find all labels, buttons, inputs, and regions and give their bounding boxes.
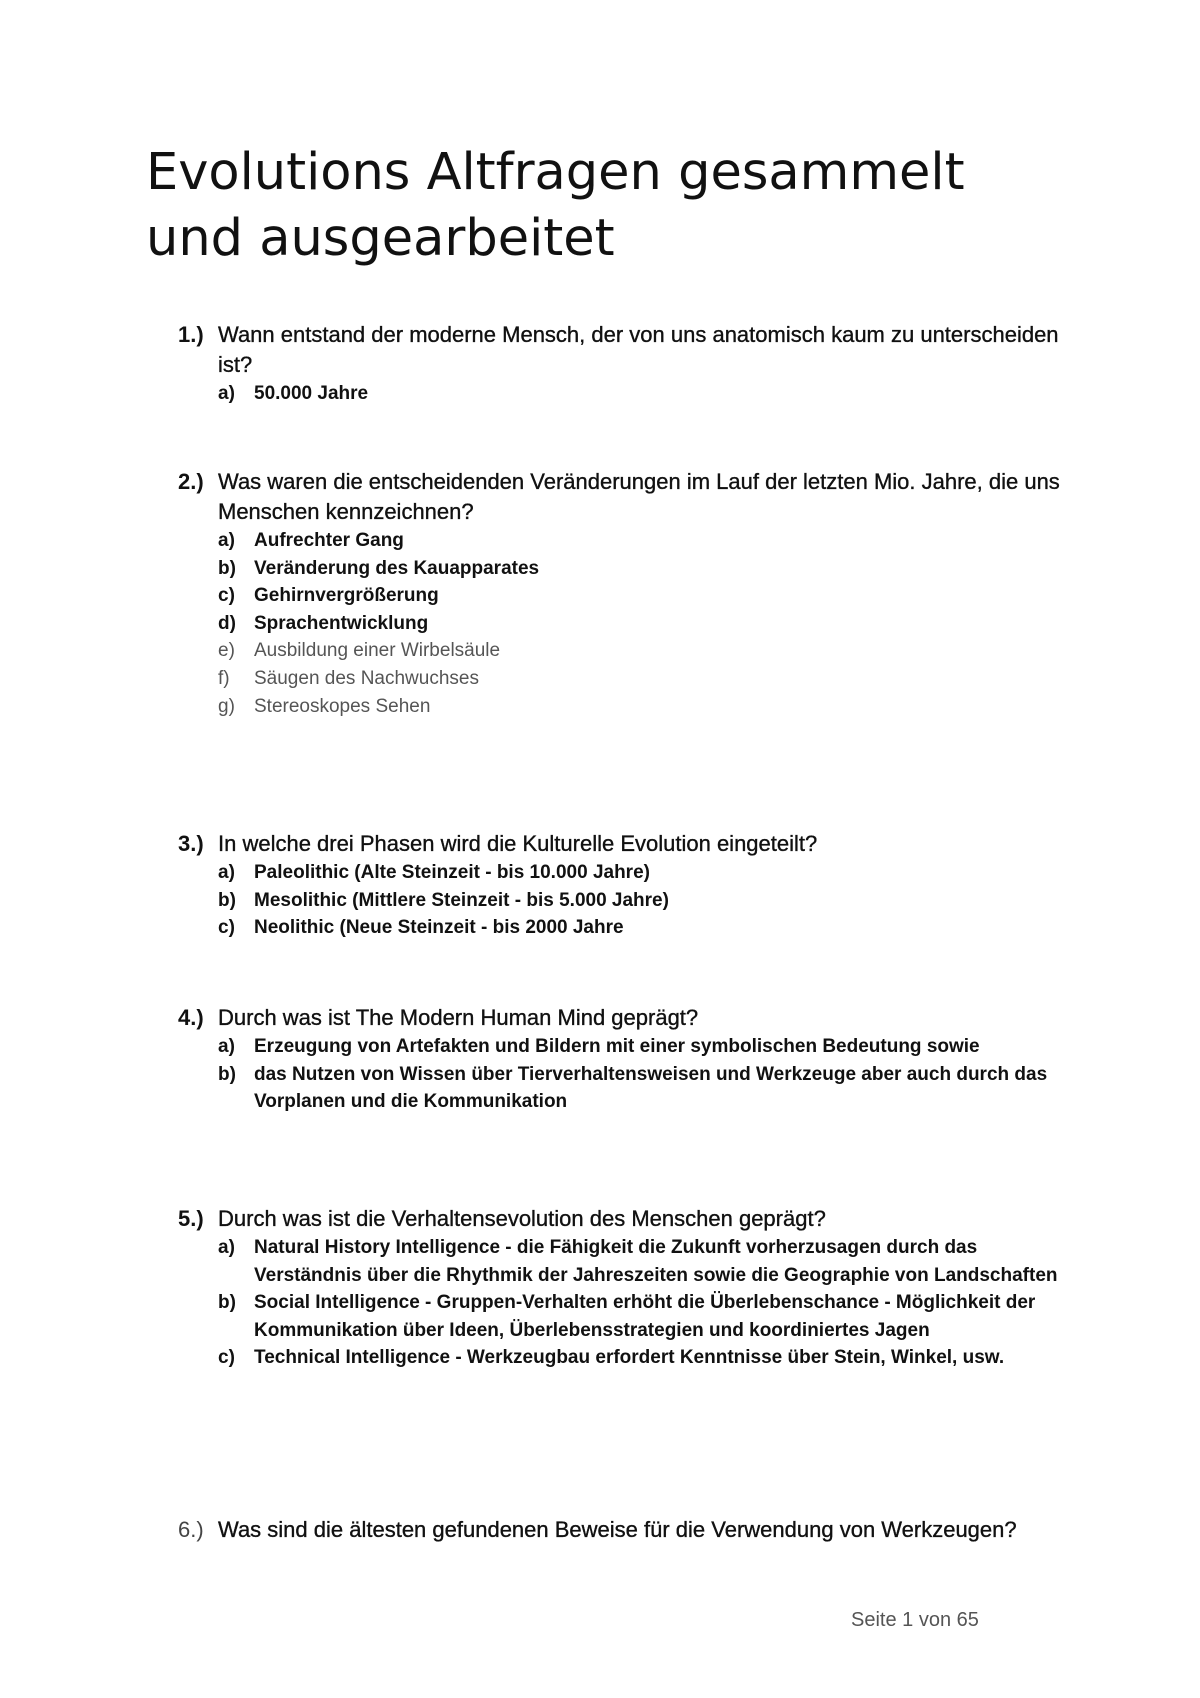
answer-item [178,665,1078,693]
answer-item [178,637,1078,665]
answer-text: Social Intelligence - Gruppen-Verhalten erhöht die Überlebenschance - Möglichkeit der Kommunikation über Ideen, Überlebensstrategien und koordiniertes Jagen [254,1292,1036,1341]
answer-text: Mesolithic (Mittlere Steinzeit - bis 5.000 Jahre) [254,889,669,911]
answer-text: das Nutzen von Wissen über Tierverhaltensweisen und Werkzeuge aber auch durch das Vorplanen und die Kommunikation [254,1063,1048,1113]
answer-text: Neolithic (Neue Steinzeit - bis 2000 Jahre [254,917,624,939]
question-number: 4.) [178,1005,204,1030]
answer-letter: a) [218,530,235,551]
answer-text: Sprachentwicklung [254,612,429,634]
answer-text: Stereoskopes Sehen [254,695,431,717]
answer-item [178,582,1078,610]
question-text: Was waren die entscheidenden Veränderungen im Lauf der letzten Mio. Jahre, die uns Menschen kennzeichnen? [218,469,1060,524]
question-number: 5.) [178,1206,204,1231]
answer-item [178,1033,1078,1061]
answer-letter: b) [218,1063,236,1085]
answer-letter: d) [218,612,236,634]
answer-text: Paleolithic (Alte Steinzeit - bis 10.000 Jahre) [254,862,650,883]
page-footer: Seite 1 von 65 [851,1609,979,1631]
answer-letter: a) [218,1036,235,1057]
answer-letter: b) [218,1292,236,1314]
answer-item [178,1234,1078,1289]
answer-item [178,527,1078,555]
answer-text: Technical Intelligence - Werkzeugbau erfordert Kenntnisse über Stein, Winkel, usw. [254,1347,1005,1369]
answer-letter: c) [218,1347,235,1369]
question-6 [178,1515,1078,1545]
answer-item [178,693,1078,721]
answer-letter: e) [218,640,235,662]
answer-item [178,1061,1078,1116]
question-text: Wann entstand der moderne Mensch, der von uns anatomisch kaum zu unterscheiden ist? [218,322,1059,377]
answer-letter: b) [218,889,236,911]
question-3 [178,829,1078,942]
answer-letter: g) [218,695,235,717]
answer-letter: b) [218,557,236,579]
answer-text: Säugen des Nachwuchses [254,667,479,689]
answer-text: Erzeugung von Artefakten und Bildern mit einer symbolischen Bedeutung sowie [254,1036,980,1057]
answer-text: Ausbildung einer Wirbelsäule [254,640,501,662]
title-line-2: und ausgearbeitet [146,209,615,268]
answer-text: Natural History Intelligence - die Fähigkeit die Zukunft vorherzusagen durch das Verständnis über die Rhythmik der Jahreszeiten sowie die Geographie von Landschaften [254,1237,1058,1286]
answer-item [178,1344,1078,1372]
answer-letter: c) [218,917,235,939]
question-number: 1.) [178,322,204,347]
answer-letter: a) [218,383,235,404]
question-1 [178,320,1078,408]
answer-text: Gehirnvergrößerung [254,585,439,607]
question-text: Durch was ist die Verhaltensevolution des Menschen geprägt? [218,1206,826,1231]
question-5 [178,1204,1078,1372]
answer-item [178,555,1078,583]
question-text: Was sind die ältesten gefundenen Beweise für die Verwendung von Werkzeugen? [218,1517,1017,1542]
answer-text: 50.000 Jahre [254,383,369,404]
answer-item [178,859,1078,887]
answer-item [178,887,1078,915]
document-title [146,140,1086,272]
title-line-1: Evolutions Altfragen gesammelt [146,143,965,202]
answer-text: Veränderung des Kauapparates [254,557,540,579]
answer-letter: a) [218,1237,235,1258]
question-number: 6.) [178,1517,204,1542]
question-text: In welche drei Phasen wird die Kulturelle Evolution eingeteilt? [218,831,818,856]
question-4 [178,1003,1078,1116]
answer-text: Aufrechter Gang [254,530,404,551]
answer-item [178,380,1078,408]
answer-letter: f) [218,667,230,689]
question-2 [178,467,1078,720]
answer-letter: c) [218,585,235,607]
answer-item [178,610,1078,638]
question-number: 2.) [178,469,204,494]
answer-item [178,1289,1078,1344]
answer-letter: a) [218,862,235,883]
question-number: 3.) [178,831,204,856]
answer-item [178,914,1078,942]
question-text: Durch was ist The Modern Human Mind geprägt? [218,1005,699,1030]
